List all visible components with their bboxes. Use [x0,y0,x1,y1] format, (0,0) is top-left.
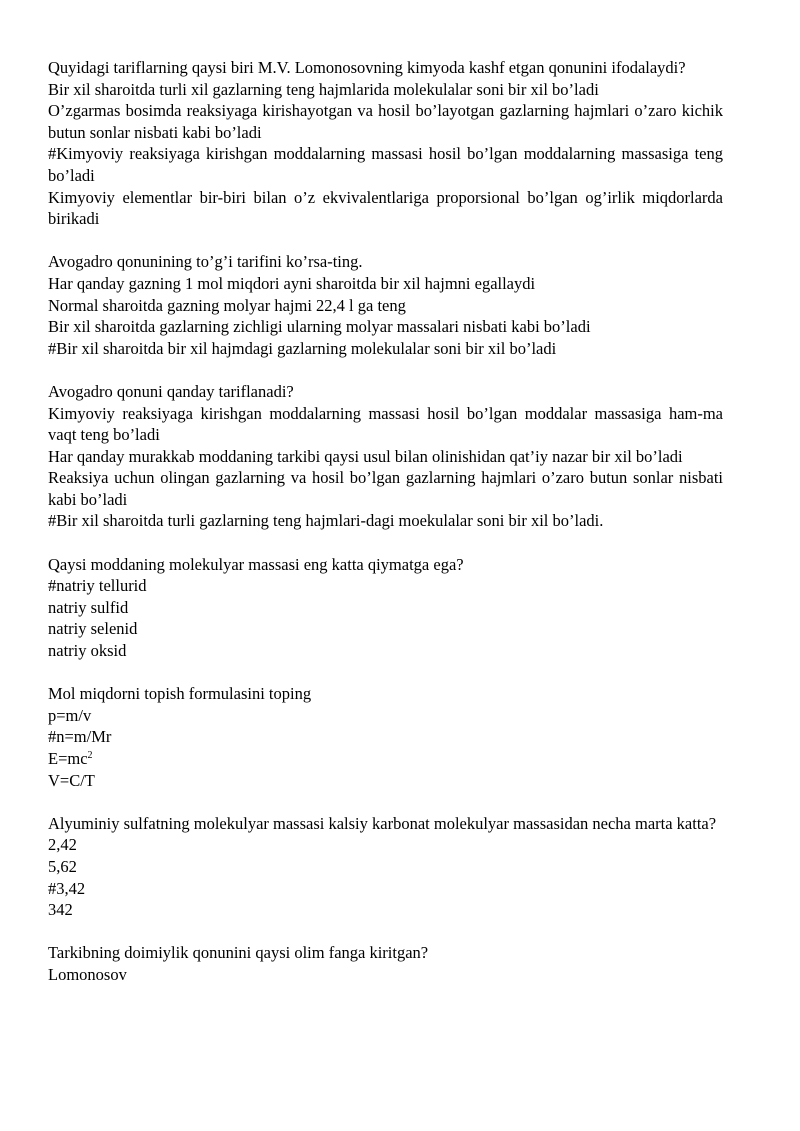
answer-option: 5,62 [48,856,77,876]
answer-option-correct: #natriy tellurid [48,576,147,596]
formula-base: E=mc [48,749,88,768]
answer-option: O’zgarmas bosimda reaksiyaga kirishayotgan va hosil bo’layotgan gazlarning hajmlari o’zaro kichik butun sonlar nisbati kabi bo’ladi [48,101,723,142]
question-text: Avogadro qonuni qanday tariflanadi? [48,381,294,401]
question-block-2 [48,251,723,359]
answer-option: p=m/v [48,705,92,725]
question-block-7 [48,942,723,985]
answer-option-correct: #3,42 [48,878,86,898]
answer-option: Bir xil sharoitda turli xil gazlarning teng hajmlarida molekulalar soni bir xil bo’ladi [48,79,599,99]
question-text: Quyidagi tariflarning qaysi biri M.V. Lomonosovning kimyoda kashf etgan qonunini ifodalaydi? [48,58,686,77]
answer-option-correct: #n=m/Mr [48,727,112,747]
answer-option: Bir xil sharoitda gazlarning zichligi ularning molyar massalari nisbati kabi bo’ladi [48,317,591,337]
answer-option: natriy selenid [48,619,138,639]
question-text: Tarkibning doimiylik qonunini qaysi olim fanga kiritgan? [48,943,429,963]
answer-option: Har qanday gazning 1 mol miqdori ayni sharoitda bir xil hajmni egallaydi [48,273,536,293]
question-text: Mol miqdorni topish formulasini toping [48,684,312,704]
answer-option: 2,42 [48,835,77,855]
question-text: Qaysi moddaning molekulyar massasi eng katta qiymatga ega? [48,554,464,574]
answer-option: natriy oksid [48,641,127,661]
formula-superscript: 2 [87,750,93,761]
answer-option: Normal sharoitda gazning molyar hajmi 22,4 l ga teng [48,295,406,315]
answer-option-correct: #Kimyoviy reaksiyaga kirishgan moddalarning massasi hosil bo’lgan moddalarning massasiga teng bo’ladi [48,144,723,185]
answer-option: natriy sulfid [48,597,129,617]
answer-option: Har qanday murakkab moddaning tarkibi qaysi usul bilan olinishidan qat’iy nazar bir xil bo’ladi [48,446,683,466]
question-block-6 [48,813,723,921]
answer-option: V=C/T [48,770,95,790]
answer-option-correct: #Bir xil sharoitda bir xil hajmdagi gazlarning molekulalar soni bir xil bo’ladi [48,338,557,358]
answer-option: Kimyoviy reaksiyaga kirishgan moddalarning massasi hosil bo’lgan moddalar massasiga ham-ma vaqt teng bo’ladi [48,403,723,445]
question-text: Alyuminiy sulfatning molekulyar massasi kalsiy karbonat molekulyar massasidan necha marta katta? [48,813,717,833]
question-block-3 [48,381,723,532]
question-block-1 [48,57,723,230]
question-block-4 [48,554,723,662]
question-block-5 [48,683,723,791]
answer-option: Kimyoviy elementlar bir-biri bilan o’z ekvivalentlariga proporsional bo’lgan og’irlik miqdorlarda birikadi [48,187,723,229]
answer-option-correct: #Bir xil sharoitda turli gazlarning teng hajmlari-dagi moekulalar soni bir xil bo’ladi. [48,511,604,531]
document-page [48,57,723,1007]
answer-option-formula [48,748,723,770]
answer-option: 342 [48,900,73,920]
answer-option: Reaksiya uchun olingan gazlarning va hosil bo’lgan gazlarning hajmlari o’zaro butun sonlar nisbati kabi bo’ladi [48,468,723,509]
question-text: Avogadro qonunining to’g’i tarifini ko’rsa-ting. [48,252,363,272]
answer-option: Lomonosov [48,964,127,984]
